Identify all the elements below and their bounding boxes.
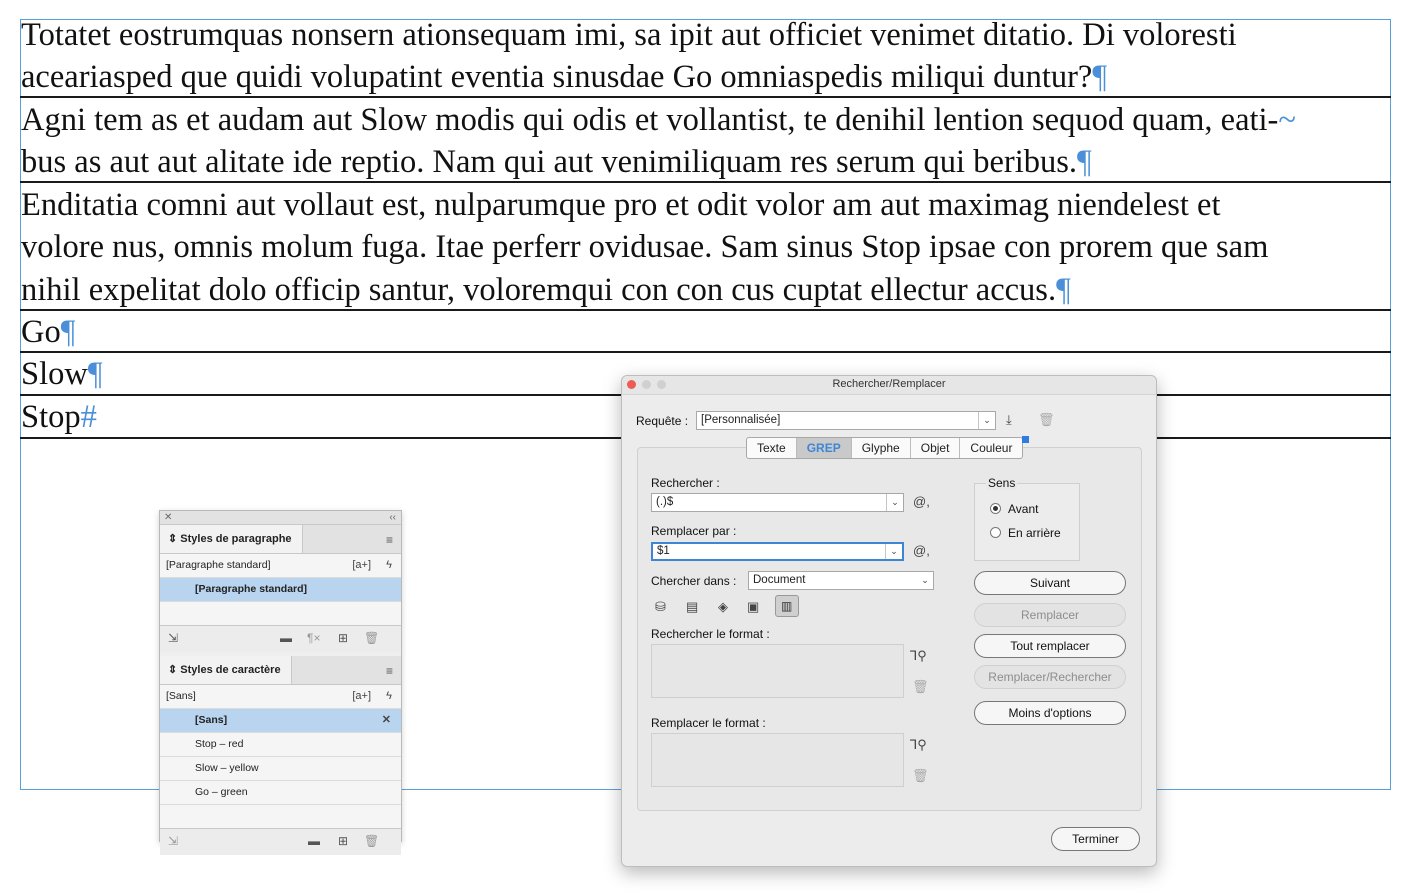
direction-group [974,483,1080,561]
clear-find-format-icon[interactable]: 🗑 [912,679,929,694]
new-style-icon[interactable]: ⊞ [338,631,349,645]
pilcrow-mark: ¶ [1092,59,1108,95]
radio-backward-label: En arrière [1008,526,1061,540]
character-style-item[interactable]: Slow – yellow [160,757,401,781]
new-style-group-icon[interactable]: [a+] [352,559,371,571]
chevron-down-icon[interactable]: ⌄ [886,494,903,511]
current-character-style: [Sans] [a+] ϟ [160,685,401,709]
search-mode-tabs [746,437,1023,459]
query-select[interactable]: [Personnalisée] ⌄ [696,411,996,430]
lightning-icon[interactable]: ϟ [386,559,392,571]
save-query-icon[interactable]: ⤓ [1006,412,1012,427]
tab-objet[interactable]: Objet [911,438,961,458]
panel-menu-icon[interactable]: ≡ [385,664,393,678]
no-edit-icon: ✕ [381,714,391,726]
done-button[interactable]: Terminer [1051,827,1140,851]
chevron-down-icon[interactable]: ⌄ [885,544,902,559]
delete-query-icon[interactable]: 🗑 [1038,412,1055,427]
folder-icon[interactable]: ▬ [280,631,292,645]
panel-footer [160,625,401,652]
next-button[interactable]: Suivant [974,571,1126,595]
delete-icon[interactable]: 🗑 [364,631,380,645]
clear-overrides-icon[interactable]: ¶× [307,631,321,645]
close-icon[interactable]: ✕ [164,512,173,523]
find-label: Rechercher : [651,476,720,490]
pilcrow-mark: ¶ [87,356,103,392]
hyphen-mark: ~ [1278,102,1296,138]
load-styles-icon[interactable]: ⇲ [168,834,179,848]
styles-panel [159,510,402,848]
text-line[interactable]: Enditatia comni aut vollaut est, nulparumque pro et odit volor am aut maximag niendelest et [21,187,1221,223]
para-styles-header [160,525,401,554]
paragraph-rule [20,96,1391,98]
clear-replace-format-icon[interactable]: 🗑 [912,768,929,783]
find-replace-dialog [621,375,1157,867]
text-line[interactable]: Totatet eostrumquas nonsern ationsequam imi, sa ipit aut officiet venimet ditatio. Di voloresti [21,17,1237,53]
replace-button[interactable]: Remplacer [974,603,1126,627]
text-line[interactable]: nihil expelitat dolo officip santur, voloremqui con con cus cuptat ellectur accus.¶ [21,272,1071,308]
pilcrow-mark: ¶ [1077,144,1092,180]
replace-format-label: Remplacer le format : [651,716,766,730]
chevron-down-icon: ⌄ [978,412,995,429]
replace-find-button[interactable]: Remplacer/Rechercher [974,665,1126,689]
panel-menu-icon[interactable]: ≡ [385,533,393,547]
text-line[interactable]: volore nus, omnis molum fuga. Itae perferr ovidusae. Sam sinus Stop ipsae con prorem que sam [21,229,1269,265]
new-style-icon[interactable]: ⊞ [338,834,349,848]
replace-input[interactable]: $1 ⌄ [651,542,904,561]
text-line[interactable]: Slow¶ [21,356,103,392]
tab-texte[interactable]: Texte [747,438,797,458]
tab-couleur[interactable]: Couleur [970,441,1013,455]
radio-forward[interactable] [990,503,1001,514]
paragraph-style-item[interactable]: [Paragraphe standard] [160,578,401,602]
pilcrow-mark: ¶ [1056,272,1071,308]
direction-label: Sens [988,476,1016,490]
radio-forward-label: Avant [1008,502,1039,516]
dialog-title: Rechercher/Remplacer [832,378,946,390]
footnotes-icon: ▥ [781,599,793,613]
chevron-down-icon: ⌄ [921,575,929,585]
new-style-group-icon[interactable]: [a+] [352,690,371,702]
search-in-select[interactable]: Document ⌄ [748,571,934,590]
tab-character-styles[interactable]: ⇕ Styles de caractère [160,656,292,684]
replace-all-button[interactable]: Tout remplacer [974,634,1126,658]
include-locked-stories-icon[interactable]: ▤ [686,599,699,614]
include-locked-layers-icon[interactable]: ⛁ [655,599,666,614]
load-styles-icon[interactable]: ⇲ [168,631,179,645]
special-characters-icon[interactable]: @, [913,543,930,558]
text-line[interactable]: Go¶ [21,314,76,350]
specify-find-format-icon[interactable]: Ꞁ⚲ [910,648,927,663]
find-format-label: Rechercher le format : [651,627,770,641]
find-input[interactable]: (.)$ ⌄ [651,493,904,512]
tab-paragraph-styles[interactable]: ⇕ Styles de paragraphe [160,525,303,553]
replace-label: Remplacer par : [651,524,737,538]
query-label: Requête : [636,414,689,428]
tab-glyphe[interactable]: Glyphe [852,438,911,458]
specify-replace-format-icon[interactable]: Ꞁ⚲ [910,737,927,752]
replace-format-box[interactable] [651,733,904,787]
character-style-item[interactable]: Stop – red [160,733,401,757]
include-hidden-layers-icon[interactable]: ◈ [718,599,728,614]
radio-backward[interactable] [990,527,1001,538]
tab-grep[interactable]: GREP [797,438,852,458]
collapse-icon[interactable]: ‹‹ [389,512,396,523]
lightning-icon[interactable]: ϟ [386,690,392,702]
char-styles-header [160,656,401,685]
fewer-options-button[interactable]: Moins d'options [974,701,1126,725]
tab-indicator [1022,436,1029,443]
text-line[interactable]: Stop# [21,399,97,435]
include-master-pages-icon[interactable]: ▣ [747,599,760,614]
current-paragraph-style: [Paragraphe standard] [a+] ϟ [160,554,401,578]
folder-icon[interactable]: ▬ [308,834,320,848]
find-format-box[interactable] [651,644,904,698]
special-characters-icon[interactable]: @, [913,494,930,509]
empty-list-area [160,602,401,625]
delete-icon[interactable]: 🗑 [364,834,380,848]
text-line[interactable]: bus as aut aut alitate ide reptio. Nam qui aut venimiliquam res serum qui beribus.¶ [21,144,1092,180]
character-style-item[interactable]: [Sans] ✕ [160,709,401,733]
search-in-label: Chercher dans : [651,574,737,588]
text-line[interactable]: aceariasped que quidi volupatint eventia sinusdae Go omniaspedis miliqui duntur?¶ [21,59,1108,95]
end-of-story-mark: # [80,399,97,435]
character-style-item[interactable]: Go – green [160,781,401,805]
include-footnotes-toggle[interactable] [775,595,799,617]
panel-footer [160,828,401,855]
text-line[interactable]: Agni tem as et audam aut Slow modis qui odis et vollantist, te denihil lention sequod quam, eati-~ [21,102,1296,138]
dialog-titlebar[interactable] [622,376,1156,395]
empty-list-area [160,805,401,828]
pilcrow-mark: ¶ [60,314,76,350]
paragraph-rule [20,181,1391,183]
panel-titlebar[interactable] [160,511,401,525]
